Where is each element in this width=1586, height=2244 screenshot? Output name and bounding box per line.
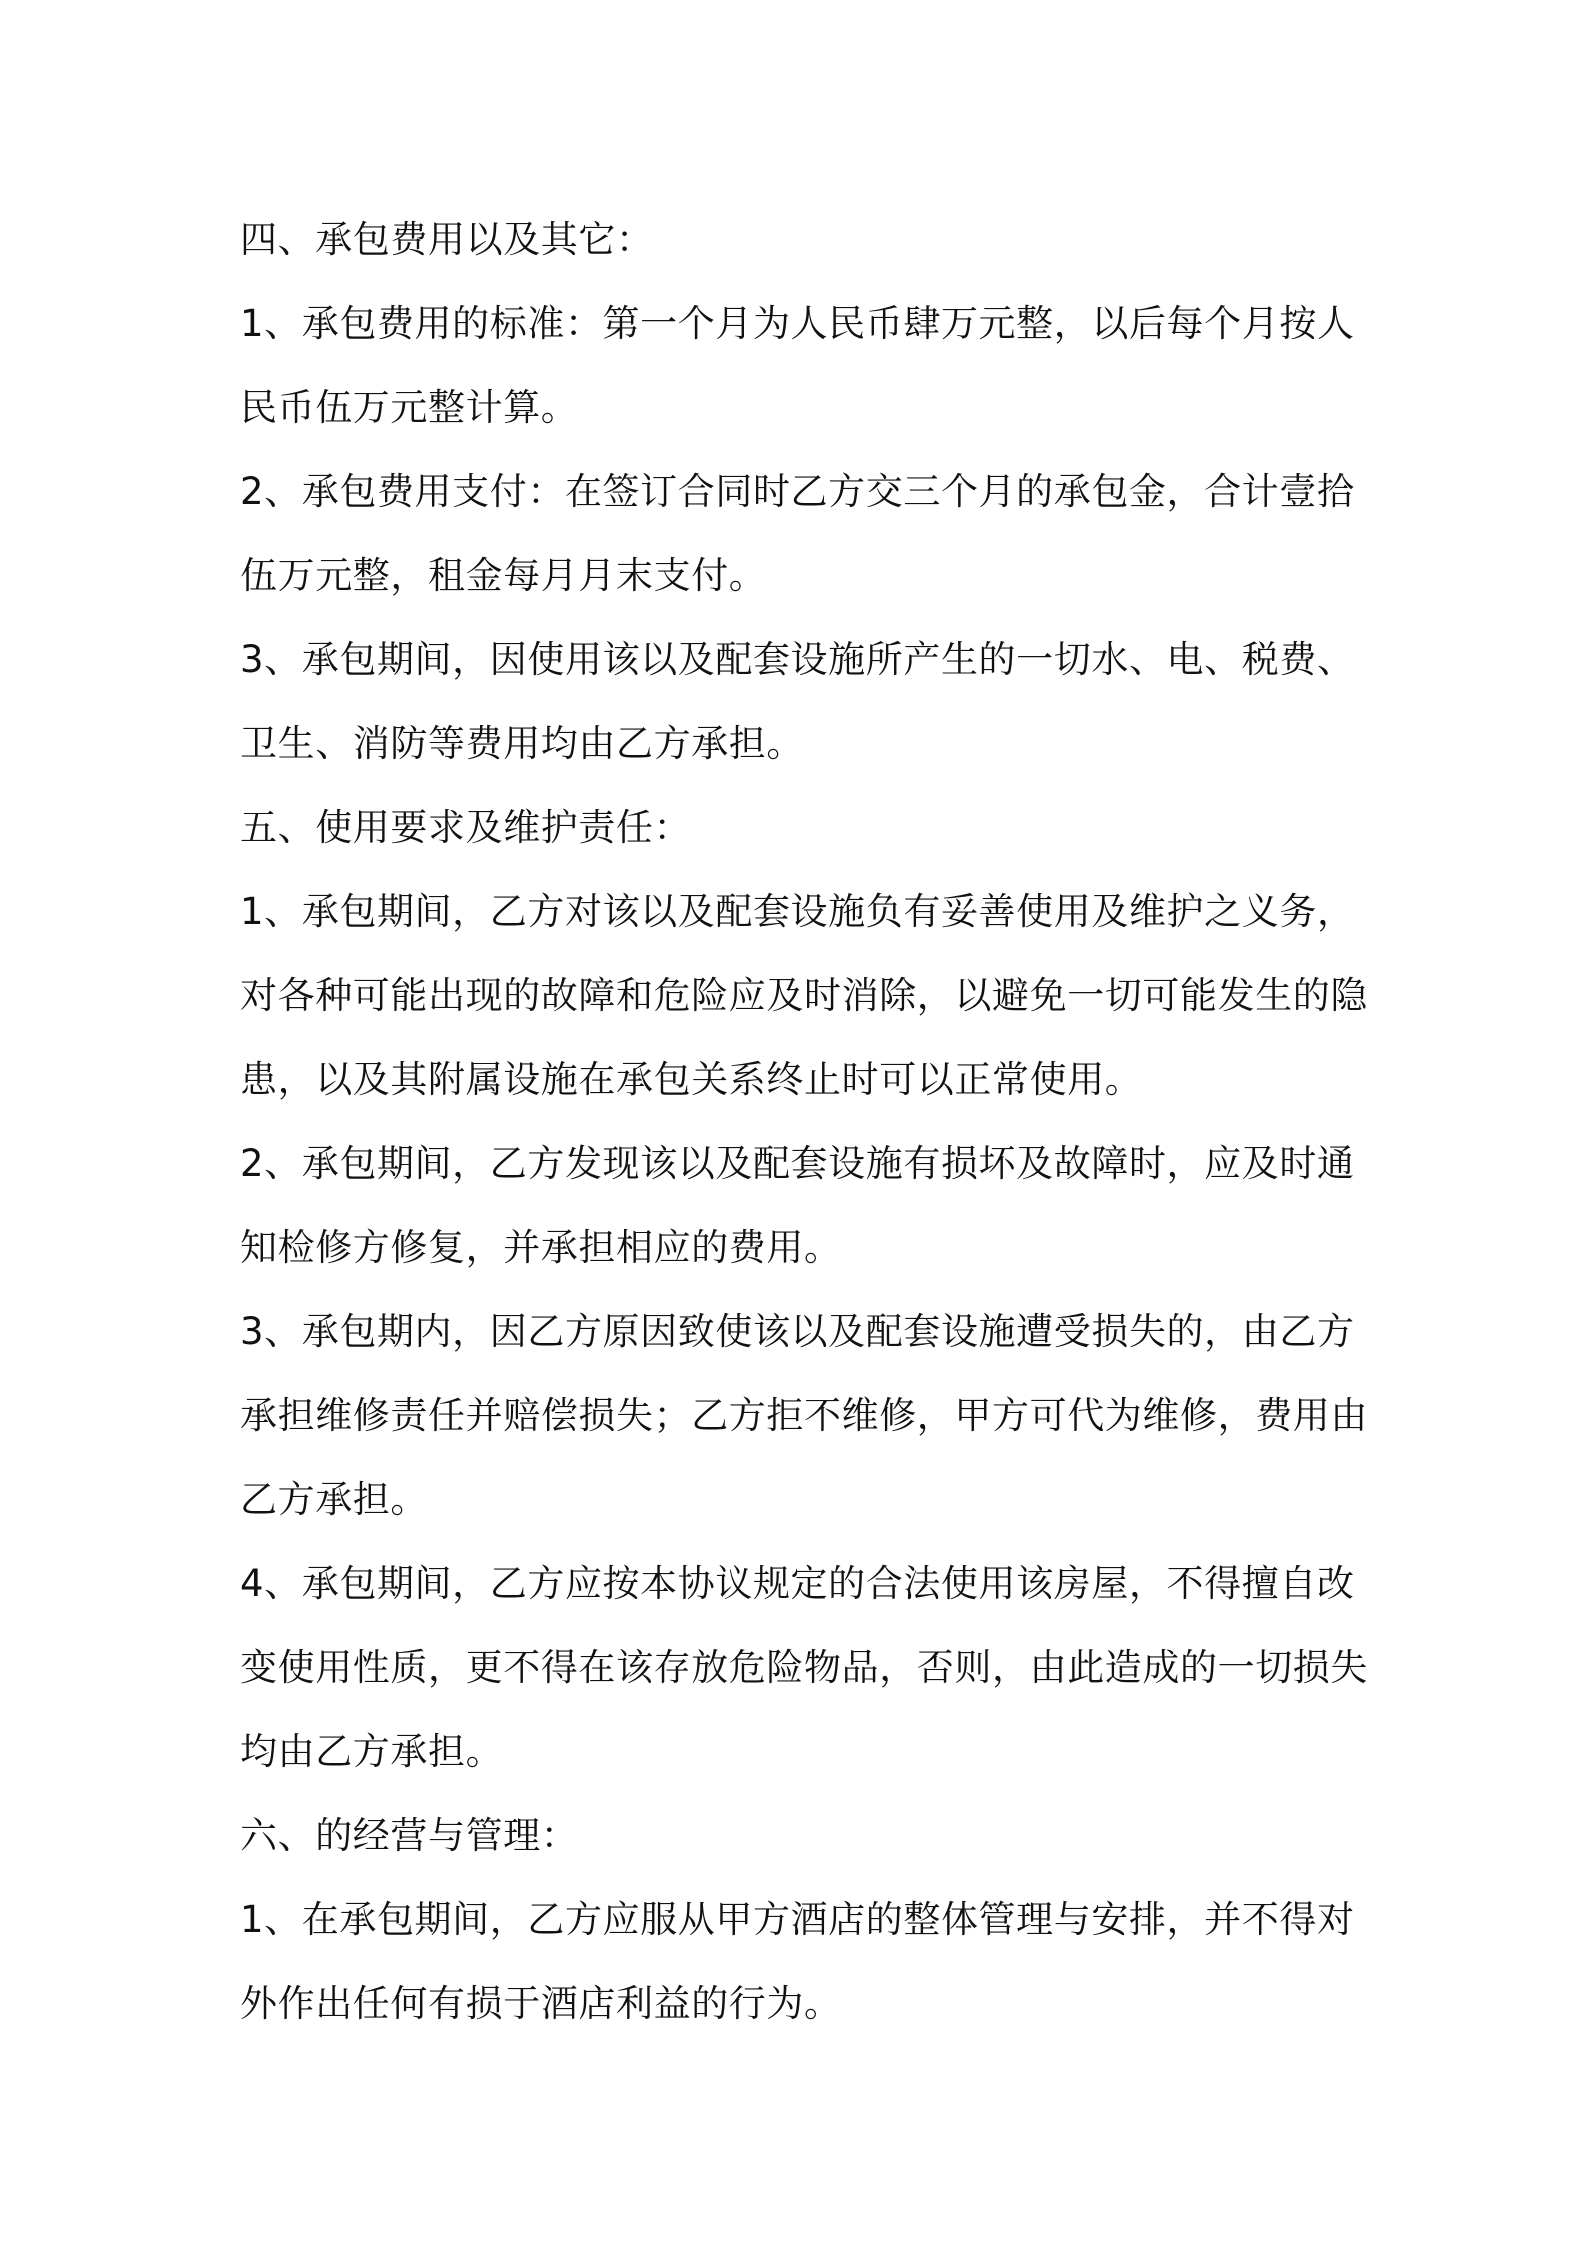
section-5-item-1-line-1: 1、承包期间，乙方对该以及配套设施负有妥善使用及维护之义务，: [240, 890, 1355, 933]
section-4-item-2-line-2: 伍万元整，租金每月月末支付。: [240, 554, 767, 597]
section-5-item-1-line-2: 对各种可能出现的故障和危险应及时消除，以避免一切可能发生的隐: [240, 974, 1368, 1017]
section-5-item-3-line-1: 3、承包期内，因乙方原因致使该以及配套设施遭受损失的，由乙方: [240, 1310, 1355, 1353]
section-5-item-1-line-3: 患，以及其附属设施在承包关系终止时可以正常使用。: [240, 1058, 1143, 1101]
section-5-item-4-line-2: 变使用性质，更不得在该存放危险物品，否则，由此造成的一切损失: [240, 1646, 1368, 1689]
section-6-heading: 六、的经营与管理：: [240, 1814, 579, 1857]
section-5-item-4-line-1: 4、承包期间，乙方应按本协议规定的合法使用该房屋，不得擅自改: [240, 1562, 1355, 1605]
section-5-heading: 五、使用要求及维护责任：: [240, 806, 692, 849]
section-5-item-2-line-2: 知检修方修复，并承担相应的费用。: [240, 1226, 842, 1269]
document-body: [240, 198, 1368, 2046]
section-4-item-1-line-2: 民币伍万元整计算。: [240, 386, 579, 429]
section-6-item-1-line-2: 外作出任何有损于酒店利益的行为。: [240, 1982, 842, 2025]
section-6-item-1-line-1: 1、在承包期间，乙方应服从甲方酒店的整体管理与安排，并不得对: [240, 1898, 1355, 1941]
section-5-item-2-line-1: 2、承包期间，乙方发现该以及配套设施有损坏及故障时，应及时通: [240, 1142, 1355, 1185]
section-4-heading: 四、承包费用以及其它：: [240, 218, 654, 261]
section-4-item-2-line-1: 2、承包费用支付：在签订合同时乙方交三个月的承包金，合计壹拾: [240, 470, 1355, 513]
section-4-item-3-line-1: 3、承包期间，因使用该以及配套设施所产生的一切水、电、税费、: [240, 638, 1355, 681]
section-4-item-1-line-1: 1、承包费用的标准：第一个月为人民币肆万元整，以后每个月按人: [240, 302, 1355, 345]
section-5-item-3-line-2: 承担维修责任并赔偿损失；乙方拒不维修，甲方可代为维修，费用由: [240, 1394, 1368, 1437]
section-4-item-3-line-2: 卫生、消防等费用均由乙方承担。: [240, 722, 804, 765]
section-5-item-3-line-3: 乙方承担。: [240, 1478, 428, 1521]
section-5-item-4-line-3: 均由乙方承担。: [240, 1730, 504, 1773]
